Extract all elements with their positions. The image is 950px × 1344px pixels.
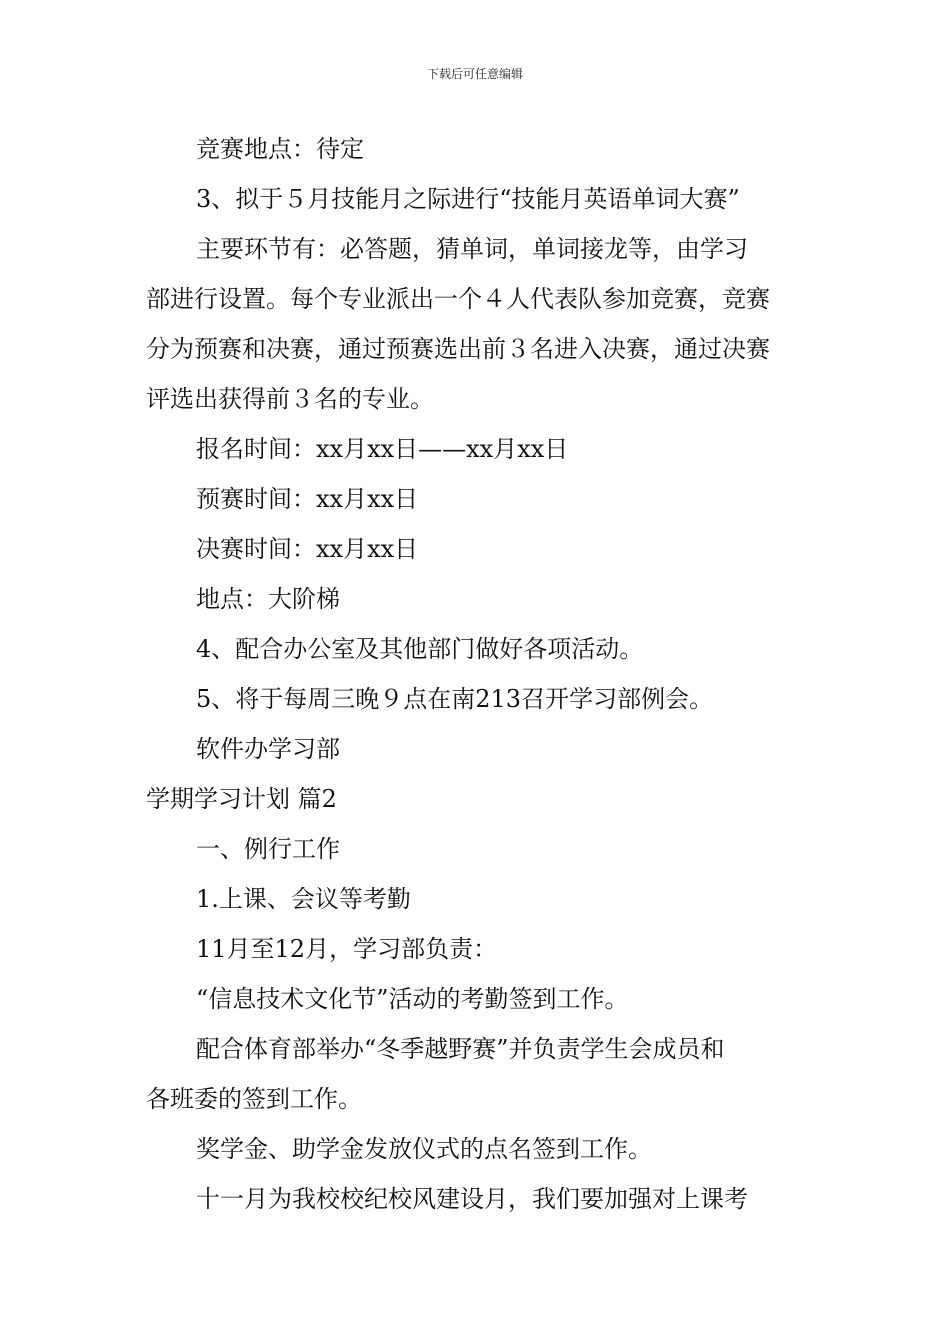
paragraph-line: 决赛时间：xx月xx日 <box>196 535 419 563</box>
paragraph-line: 预赛时间：xx月xx日 <box>196 485 419 513</box>
paragraph-line: 配合体育部举办“冬季越野赛”并负责学生会成员和 <box>196 1035 725 1063</box>
paragraph-line: 竞赛地点：待定 <box>196 135 364 163</box>
paragraph-line: 十一月为我校校纪校风建设月，我们要加强对上课考 <box>196 1185 748 1213</box>
paragraph-line: 各班委的签到工作。 <box>146 1085 362 1113</box>
paragraph-line: 1.上课、会议等考勤 <box>196 885 411 913</box>
paragraph-line: 主要环节有：必答题，猜单词，单词接龙等，由学习 <box>196 235 748 263</box>
paragraph-line: 分为预赛和决赛，通过预赛选出前３名进入决赛，通过决赛 <box>146 335 770 363</box>
document-body <box>146 124 810 1224</box>
paragraph-line: 评选出获得前３名的专业。 <box>146 385 434 413</box>
paragraph-line: 软件办学习部 <box>196 735 340 763</box>
paragraph-line: 报名时间：xx月xx日——xx月xx日 <box>196 435 569 463</box>
paragraph-line: 5、将于每周三晚９点在南213召开学习部例会。 <box>196 685 714 713</box>
paragraph-line: 4、配合办公室及其他部门做好各项活动。 <box>196 635 644 663</box>
section-heading: 学期学习计划 篇2 <box>146 785 337 813</box>
paragraph-line: 3、拟于５月技能月之际进行“技能月英语单词大赛” <box>196 185 740 213</box>
paragraph-line: 一、例行工作 <box>196 835 340 863</box>
paragraph-line: “信息技术文化节”活动的考勤签到工作。 <box>196 985 629 1013</box>
paragraph-line: 地点：大阶梯 <box>196 585 340 613</box>
paragraph-line: 部进行设置。每个专业派出一个４人代表队参加竞赛，竞赛 <box>146 285 770 313</box>
paragraph-line: 奖学金、助学金发放仪式的点名签到工作。 <box>196 1135 652 1163</box>
page-header-note: 下载后可任意编辑 <box>426 67 523 81</box>
paragraph-line: 11月至12月，学习部负责： <box>196 935 498 963</box>
